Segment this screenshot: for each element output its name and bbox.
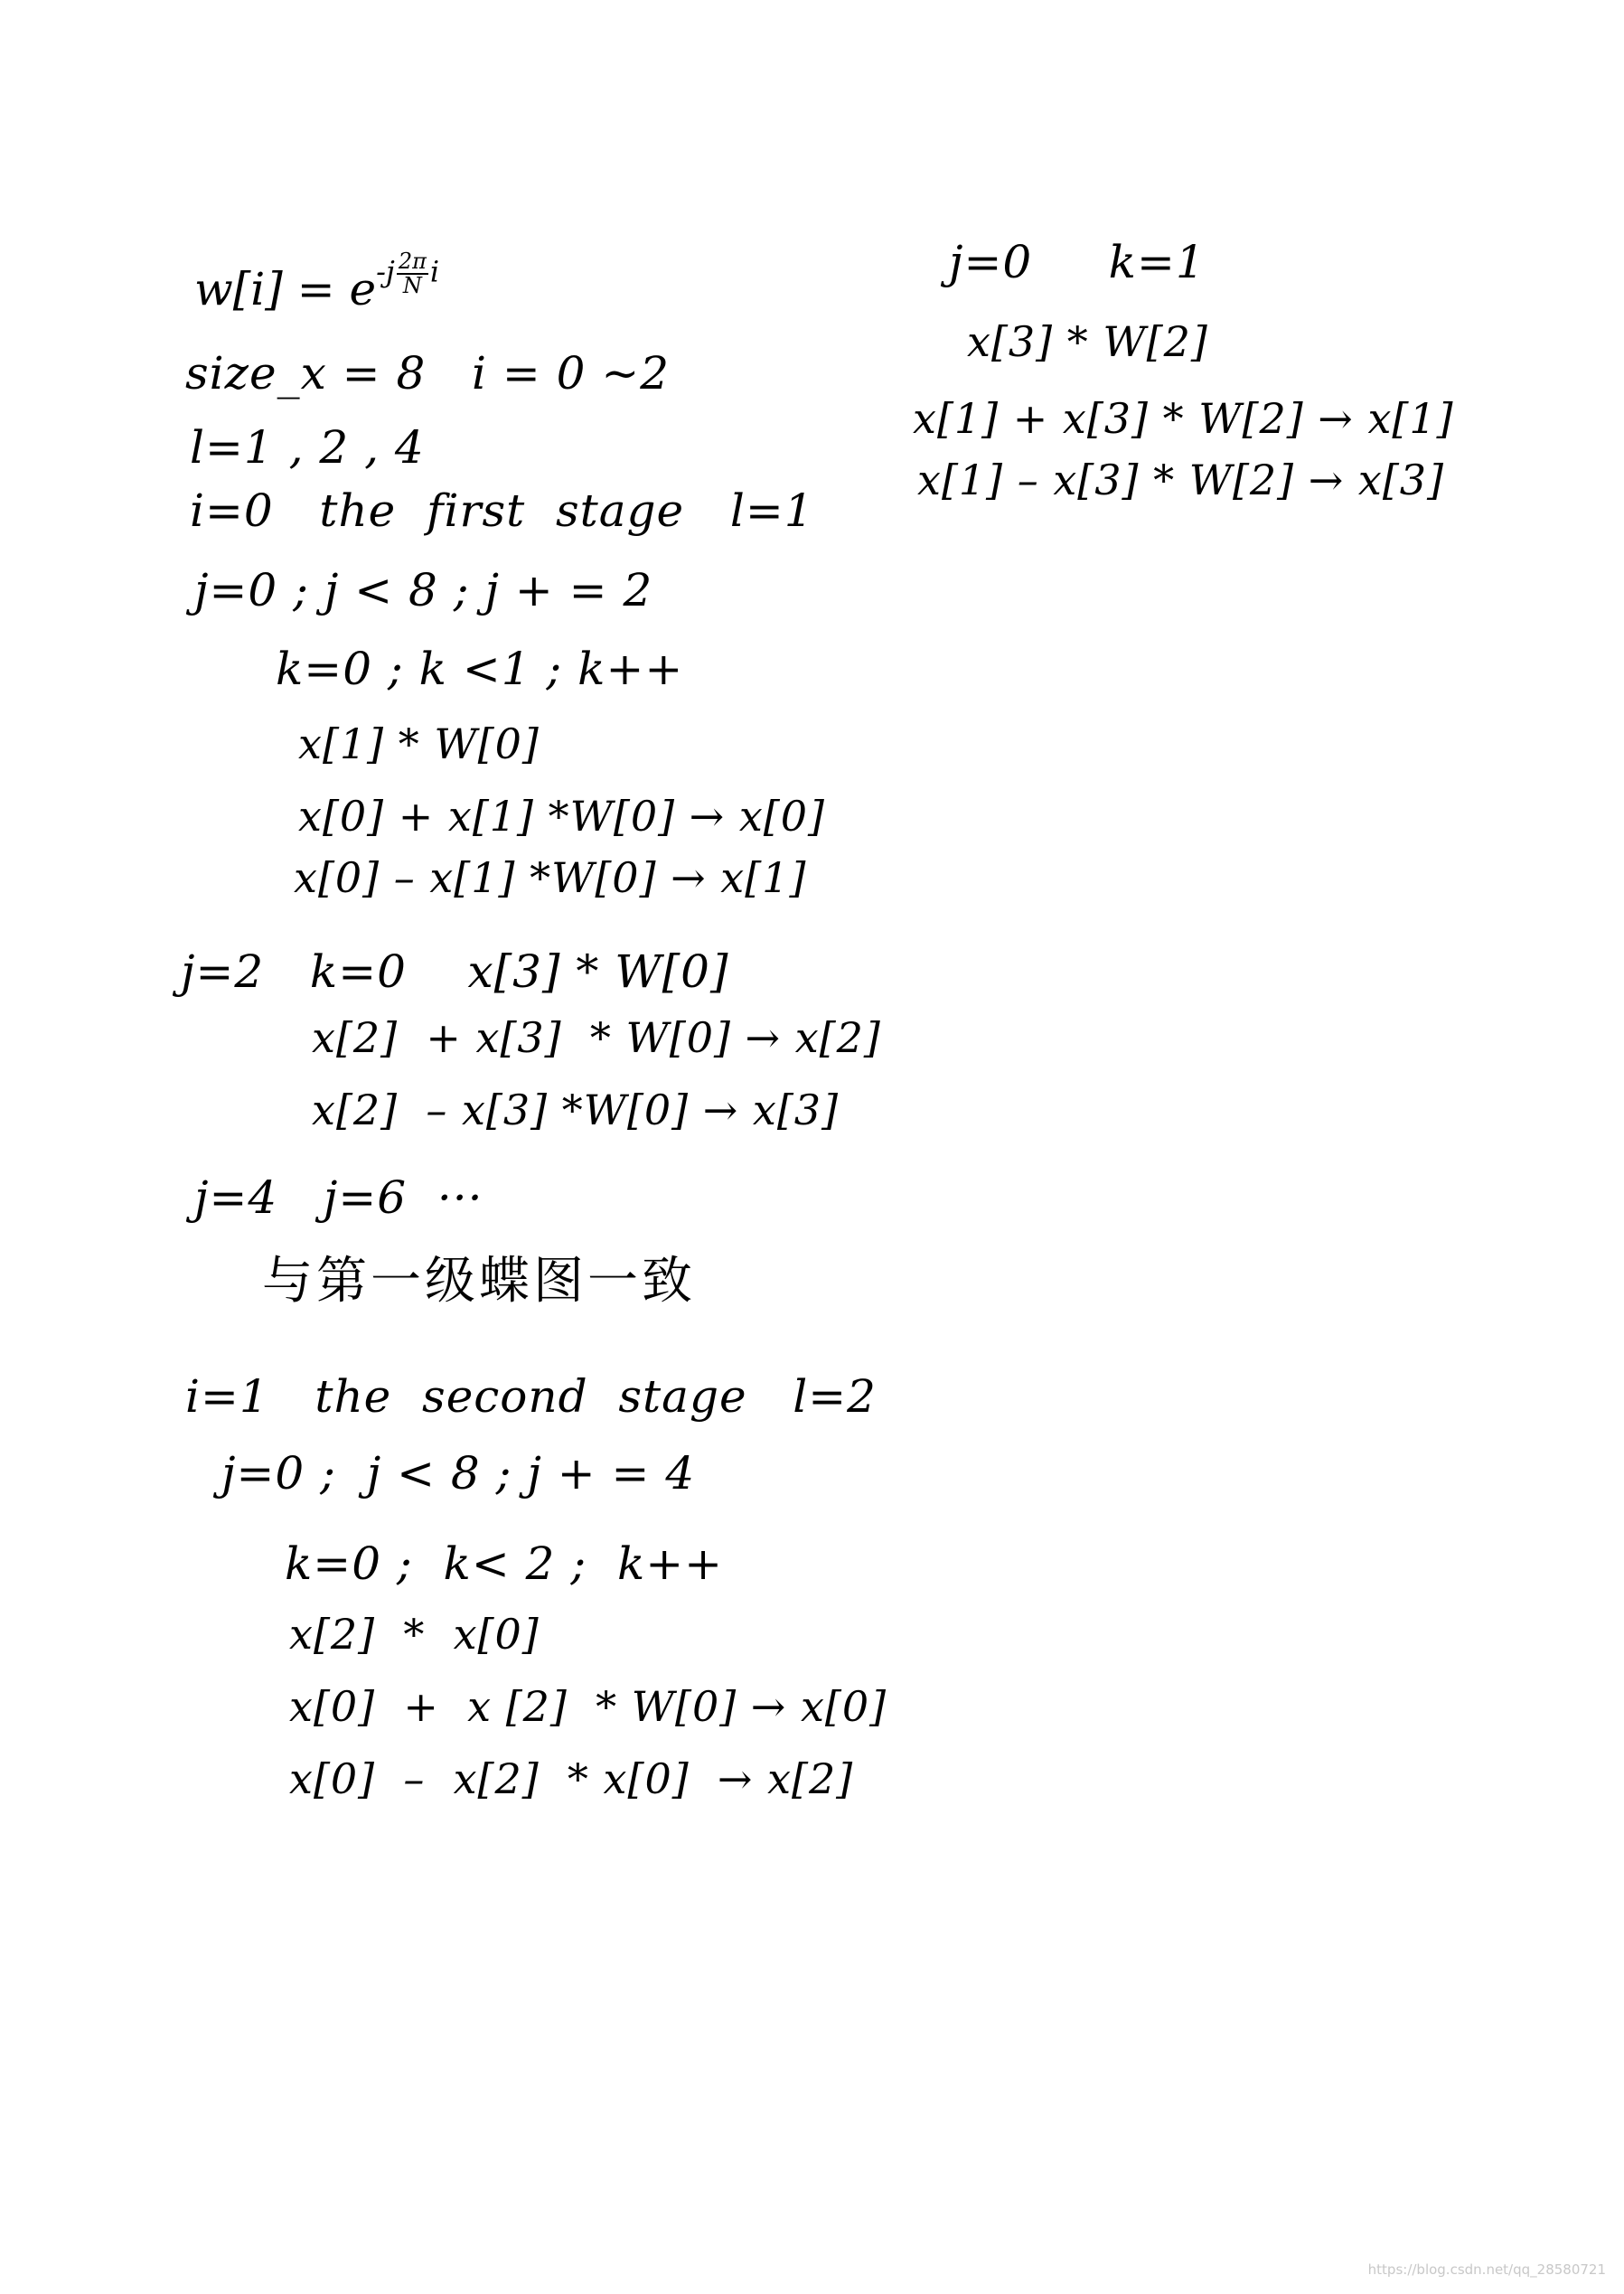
note-line: j=2 k=0 x[3] * W[0] bbox=[181, 945, 729, 998]
note-line: x[2] * x[0] bbox=[289, 1610, 540, 1659]
formula-exponent-prefix: -j bbox=[376, 254, 395, 289]
note-line-right: x[3] * W[2] bbox=[967, 317, 1208, 366]
note-line: size_x = 8 i = 0 ~2 bbox=[185, 347, 671, 400]
formula-exponent-suffix: i bbox=[429, 254, 440, 289]
watermark: https://blog.csdn.net/qq_28580721 bbox=[1367, 2261, 1606, 2278]
note-line: x[0] – x[1] *W[0] → x[1] bbox=[294, 853, 807, 902]
note-line: x[2] + x[3] * W[0] → x[2] bbox=[312, 1013, 881, 1062]
formula-fraction-denominator: N bbox=[402, 273, 422, 299]
note-line: k=0 ; k< 2 ; k++ bbox=[285, 1537, 724, 1590]
formula-fraction-numerator: 2π bbox=[398, 249, 427, 274]
note-line: j=0 ; j < 8 ; j + = 4 bbox=[221, 1447, 696, 1500]
note-line: k=0 ; k <1 ; k++ bbox=[276, 643, 684, 695]
formula-exponent bbox=[376, 250, 439, 297]
note-line: i=0 the first stage l=1 bbox=[190, 484, 814, 537]
note-line: x[0] + x[1] *W[0] → x[0] bbox=[298, 792, 825, 841]
note-line-right: j=0 k=1 bbox=[949, 236, 1206, 288]
formula-base: w[i] = e bbox=[194, 263, 377, 315]
note-line: j=0 ; j < 8 ; j + = 2 bbox=[194, 564, 653, 616]
note-line: j=4 j=6 ··· bbox=[194, 1171, 483, 1224]
note-line: x[0] – x[2] * x[0] → x[2] bbox=[289, 1754, 854, 1803]
note-line-right: x[1] + x[3] * W[2] → x[1] bbox=[913, 394, 1454, 443]
note-line: i=1 the second stage l=2 bbox=[185, 1370, 877, 1423]
note-line: x[0] + x [2] * W[0] → x[0] bbox=[289, 1682, 887, 1731]
note-line-right: x[1] – x[3] * W[2] → x[3] bbox=[917, 456, 1445, 504]
note-line: l=1 , 2 , 4 bbox=[190, 421, 425, 474]
note-line-chinese: 与第一级蝶图一致 bbox=[262, 1252, 696, 1311]
note-line: x[2] – x[3] *W[0] → x[3] bbox=[312, 1086, 840, 1134]
note-line: x[1] * W[0] bbox=[298, 719, 540, 768]
formula-fraction bbox=[397, 250, 428, 297]
